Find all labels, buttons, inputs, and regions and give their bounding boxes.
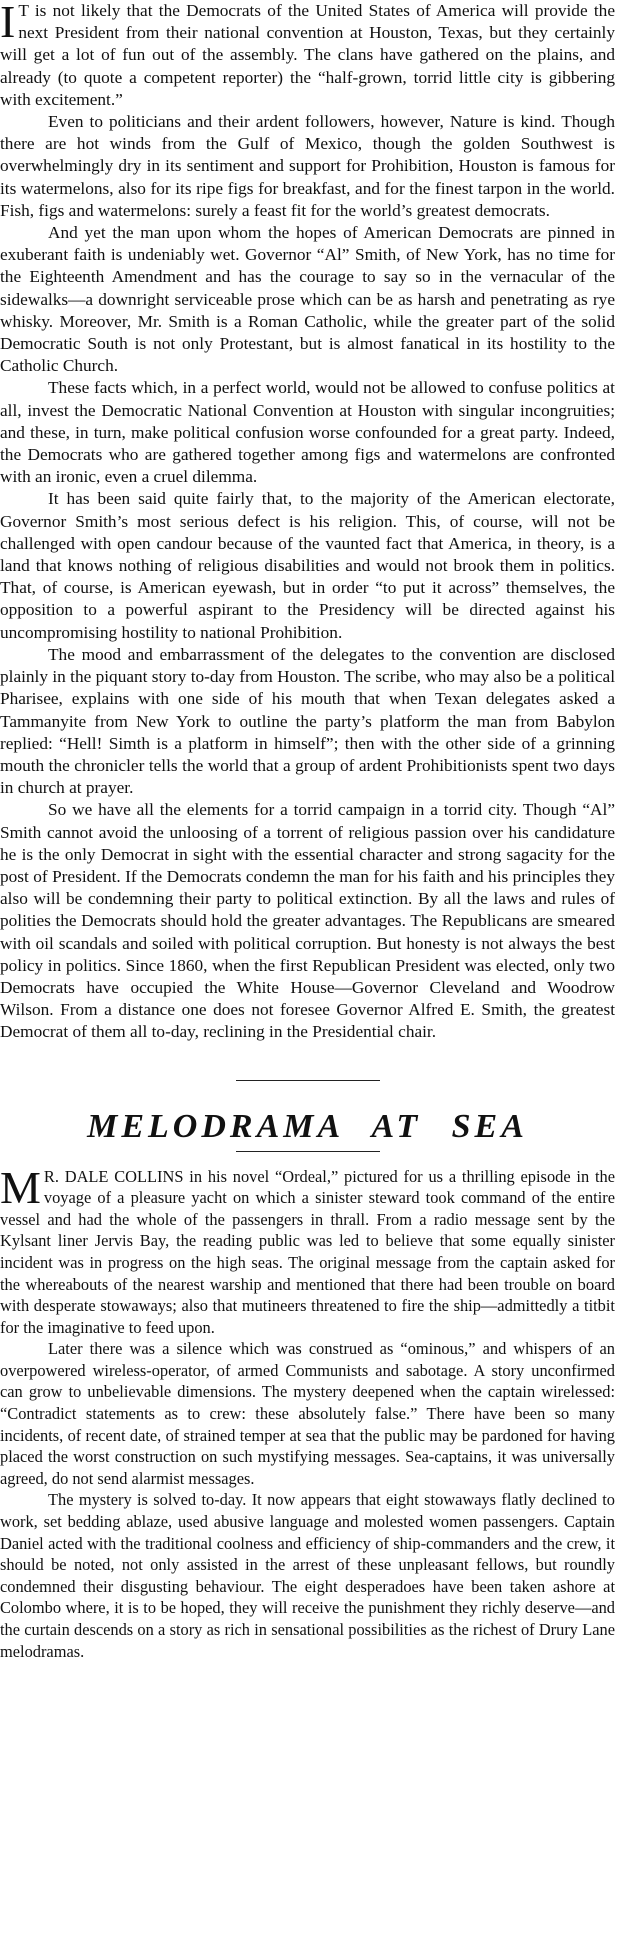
article-paragraph: Later there was a silence which was construed as “ominous,” and whispers of an overpowered wireless-operator, of armed Communists and sabotage. A story unconfirmed can grow to unbelievable dimensions. The mystery deepened when the captain wirelessed: “Contradict statements as to crew: these absolutely false.” There have been so many incidents, of recent date, of strained temper at sea that the public may be pardoned for having placed the worst construction on such mystifying messages. Sea-captains, it was universally agreed, do not send alarmist messages. <box>0 1339 615 1488</box>
article-melodrama-at-sea <box>0 1161 615 1663</box>
article-paragraph <box>0 1161 615 1339</box>
article-paragraph: The mood and embarrassment of the delegates to the convention are disclosed plainly in the piquant story to-day from Houston. The scribe, who may also be a political Pharisee, explains with one side of his mouth that when Texan delegates asked a Tammanyite from New York to outline the party’s platform the man from Babylon replied: “Hell! Simth is a platform in himself”; then with the other side of a grinning mouth the chronicler tells the world that a group of ardent Prohibitionists spent two days in church at prayer. <box>0 644 615 798</box>
article-paragraph: The mystery is solved to-day. It now appears that eight stowaways flatly declined to work, set bedding ablaze, used abusive language and molested women passengers. Captain Daniel acted with the traditional coolness and efficiency of ship-commanders and the crew, it should be noted, not only assisted in the arrest of these unpleasant fellows, but roundly condemned their disgusting behaviour. The eight desperadoes have been taken ashore at Colombo where, it is to be hoped, they will receive the punishment they richly deserve—and the curtain descends on a story as rich in sensational possibilities as the richest of Drury Lane melodramas. <box>0 1490 615 1661</box>
article-paragraph: Even to politicians and their ardent followers, however, Nature is kind. Though there are hot winds from the Gulf of Mexico, though the golden Southwest is overwhelmingly dry in its sentiment and support for Prohibition, Houston is famous for its watermelons, also for its ripe figs for breakfast, and for the finest tarpon in the world. Fish, figs and watermelons: surely a feast fit for the world’s greatest democrats. <box>0 112 615 220</box>
paragraph-text: R. DALE COLLINS in his novel “Ordeal,” pictured for us a thrilling episode in the voyage of a pleasure yacht on which a sinister steward took command of the entire vessel and had the whole of the passengers in thrall. From a radio message sent by the Kylsant liner Jervis Bay, the reading public was led to believe that some equally sinister incident was in progress on the high seas. The original message from the captain asked for the whereabouts of the nearest warship and mentioned that there had been trouble on board with desperate stowaways; also that mutineers threatened to fire the ship—admittedly a titbit for the imaginative to feed upon. <box>0 1166 615 1337</box>
divider-rule-bottom <box>236 1151 380 1152</box>
divider-rule-top <box>236 1080 380 1081</box>
drop-cap: M <box>0 1161 41 1213</box>
drop-cap: I <box>0 0 16 47</box>
article-paragraph: So we have all the elements for a torrid campaign in a torrid city. Though “Al” Smith cannot avoid the unloosing of a torrent of religious passion over his candidature he is the only Democrat in sight with the essential character and strong sagacity for the post of President. If the Democrats condemn the man for his faith and his principles they also will be condemning their party to political extinction. By all the laws and rules of polities the Democrats should hold the greater advantages. The Republicans are smeared with oil scandals and soiled with political corruption. But honesty is not always the best policy in politics. Since 1860, when the first Republican President was elected, only two Democrats have occupied the White House—Governor Cleveland and Woodrow Wilson. From a distance one does not foresee Governor Alfred E. Smith, the greatest Democrat of them all to-day, reclining in the Presidential chair. <box>0 800 615 1042</box>
paragraph-text: T is not likely that the Democrats of the United States of America will provide the next President from their national convention at Houston, Texas, but they certainly will get a lot of fun out of the assembly. The clans have gathered on the plains, and already (to quote a competent reporter) the “half-grown, torrid little city is gibbering with excitement.” <box>0 1 615 109</box>
article-paragraph: And yet the man upon whom the hopes of American Democrats are pinned in exuberant faith is undeniably wet. Governor “Al” Smith, of New York, has no time for the Eighteenth Amendment and has the courage to say so in the vernacular of the sidewalks—a downright serviceable prose which can be as harsh and penetrating as rye whisky. Moreover, Mr. Smith is a Roman Catholic, while the greater part of the solid Democratic South is not only Protestant, but is almost fanatical in its hostility to the Catholic Church. <box>0 223 615 376</box>
article-paragraph <box>0 0 615 111</box>
article-paragraph: These facts which, in a perfect world, would not be allowed to confuse politics at all, invest the Democratic National Convention at Houston with singular incongruities; and these, in turn, make political confusion worse confounded for a great party. Indeed, the Democrats who are gathered together among figs and watermelons are confronted with an ironic, even a cruel dilemma. <box>0 378 615 487</box>
headline-melodrama-at-sea: MELODRAMA AT SEA <box>87 1107 528 1145</box>
article-paragraph: It has been said quite fairly that, to the majority of the American electorate, Governor Smith’s most serious defect is his religion. This, of course, will not be challenged with open candour because of the vaunted fact that America, in theory, is a land that knows nothing of religious disabilities and would not brook them in politics. That, of course, is American eyewash, but in order “to put it across” themselves, the opposition to a powerful aspirant to the Presidency will be directed against his uncompromising hostility to national Prohibition. <box>0 489 615 642</box>
